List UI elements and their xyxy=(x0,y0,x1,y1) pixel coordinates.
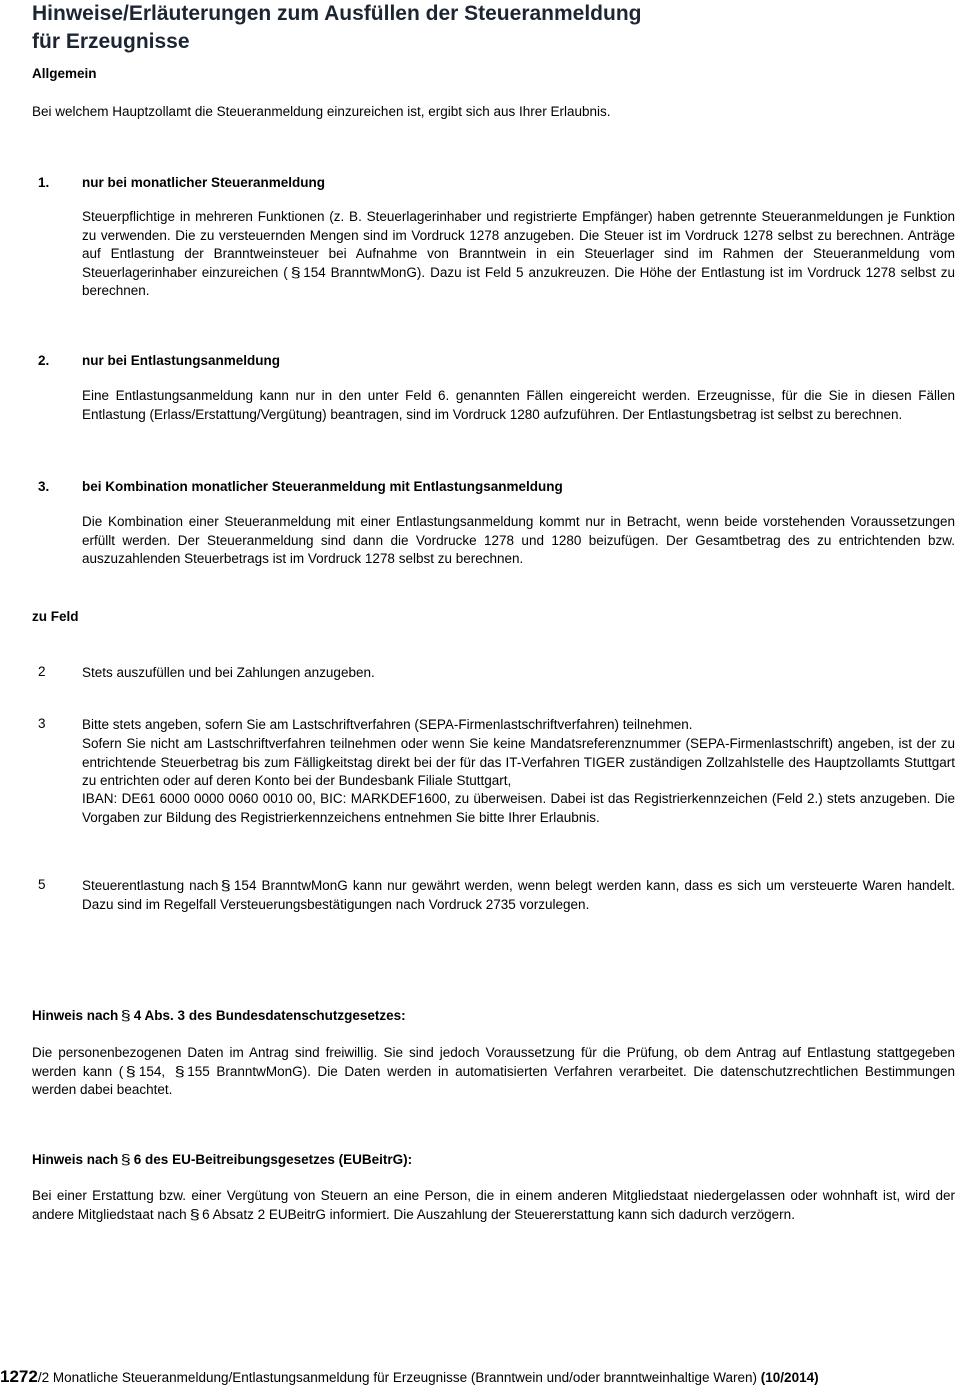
section-sign: § xyxy=(120,1152,132,1167)
section-1-number: 1. xyxy=(38,175,50,190)
datenschutz-text: Die personenbezogenen Daten im Antrag sind freiwillig. Sie sind jedoch Voraussetzung für die Prüfung, ob dem Antrag auf Entlastung stattgegeben werden kann ( § 154, § 155 BranntwMonG). Die Daten werden in automatisierten Verfahren verarbeitet. Die datenschutzrechtlichen Bestimmungen werden dabei beachtet. xyxy=(32,1045,955,1097)
datenschutz-heading: Hinweis nach § 4 Abs. 3 des Bundesdatenschutzgesetzes: xyxy=(32,1008,406,1023)
section-3-heading: bei Kombination monatlicher Steueranmeldung mit Entlastungsanmeldung xyxy=(82,479,563,494)
form-date: (10/2014) xyxy=(760,1370,819,1385)
section-3-number: 3. xyxy=(38,479,50,494)
form-description: Monatliche Steueranmeldung/Entlastungsanmeldung für Erzeugnisse (Branntwein und/oder branntweinhaltige Waren) xyxy=(52,1370,758,1385)
section-2-heading: nur bei Entlastungsanmeldung xyxy=(82,353,281,368)
zu-feld-heading: zu Feld xyxy=(32,609,79,624)
feld-3-line-1: Bitte stets angeben, sofern Sie am Lastschriftverfahren (SEPA-Firmenlastschriftverfahren) teilnehmen. xyxy=(82,717,693,732)
document-title xyxy=(32,0,912,56)
eubeitrg-heading: Hinweis nach § 6 des EU-Beitreibungsgesetzes (EUBeitrG): xyxy=(32,1152,413,1167)
allgemein-heading: Allgemein xyxy=(32,66,97,81)
section-3-text: Die Kombination einer Steueranmeldung mit einer Entlastungsanmeldung kommt nur in Betracht, wenn beide vorstehenden Voraussetzungen erfüllt werden. Der Steueranmeldung sind dann die Vordrucke 1278 und 1280 beizufügen. Der Gesamtbetrag des zu entrichtenden bzw. auszuzahlenden Steuerbetrags ist im Vordruck 1278 selbst zu berechnen. xyxy=(82,514,955,566)
feld-3-text: Sofern Sie nicht am Lastschriftverfahren teilnehmen oder wenn Sie keine Mandatsreferenznummer (SEPA-Firmenlastschrift) angeben, ist der zu entrichtende Steuerbetrag bis zum Fälligkeitstag direkt bei der für das IT-Verfahren TIGER zuständigen Zollzahlstelle des Hauptzollamts Stuttgart zu entrichten oder auf deren Konto bei der Bundesbank Filiale Stuttgart, xyxy=(82,736,955,788)
page-footer xyxy=(0,1366,960,1389)
feld-3-number: 3 xyxy=(38,716,46,731)
section-2-text: Eine Entlastungsanmeldung kann nur in den unter Feld 6. genannten Fällen eingereicht werden. Erzeugnisse, für die Sie in diesen Fällen Entlastung (Erlass/Erstattung/Vergütung) beantragen, sind im Vordruck 1280 aufzuführen. Der Entlastungsbetrag ist selbst zu berechnen. xyxy=(82,388,955,422)
title-line-2: für Erzeugnisse xyxy=(32,30,190,53)
feld-5-number: 5 xyxy=(38,877,46,892)
feld-3-iban-text: IBAN: DE61 6000 0000 0060 0010 00, BIC: MARKDEF1600, zu überweisen. Dabei ist das Registrierkennzeichen (Feld 2.) stets anzugeben. Die Vorgaben zur Bildung des Registrierkennzeichens entnehmen Sie bitte Ihrer Erlaubnis. xyxy=(82,791,955,825)
feld-5-text: Steuerentlastung nach § 154 BranntwMonG kann nur gewährt werden, wenn belegt werden kann, dass es sich um versteuerte Waren handelt. Dazu sind im Regelfall Versteuerungsbestätigungen nach Vordruck 2735 vorzulegen. xyxy=(82,878,955,912)
title-line-1: Hinweise/Erläuterungen zum Ausfüllen der Steueranmeldung xyxy=(32,2,642,25)
page-number: /2 xyxy=(37,1370,50,1385)
form-number: 1272 xyxy=(0,1367,38,1386)
section-sign: § xyxy=(290,264,301,280)
section-sign: § xyxy=(120,1008,132,1023)
section-sign: § xyxy=(221,878,232,893)
feld-2-text: Stets auszufüllen und bei Zahlungen anzugeben. xyxy=(82,665,375,680)
feld-2-number: 2 xyxy=(38,664,46,679)
section-2-number: 2. xyxy=(38,353,50,368)
eubeitrg-text: Bei einer Erstattung bzw. einer Vergütung von Steuern an eine Person, die in einem anderen Mitgliedstaat niedergelassen oder wohnhaft ist, wird der andere Mitgliedstaat nach § 6 Absatz 2 EUBeitrG informiert. Die Auszahlung der Steuererstattung kann sich dadurch verzögern. xyxy=(32,1188,955,1222)
section-1-text: Steuerpflichtige in mehreren Funktionen (z. B. Steuerlagerinhaber und registrierte Empfänger) haben getrennte Steueranmeldungen je Funktion zu verwenden. Die zu versteuernden Mengen sind im Vordruck 1278 anzugeben. Die Steuer ist im Vordruck 1278 selbst zu berechnen. Anträge auf Entlastung der Branntweinsteuer bei Aufnahme von Branntwein in ein Steuerlager sind im Rahmen der Steueranmeldung vom Steuerlagerinhaber einzureichen ( § 154 BranntwMonG). Dazu ist Feld 5 anzukreuzen. Die Höhe der Entlastung ist im Vordruck 1278 selbst zu berechnen. xyxy=(82,209,955,298)
section-1-heading: nur bei monatlicher Steueranmeldung xyxy=(82,175,326,190)
allgemein-text: Bei welchem Hauptzollamt die Steueranmeldung einzureichen ist, ergibt sich aus Ihrer Erlaubnis. xyxy=(32,104,611,119)
